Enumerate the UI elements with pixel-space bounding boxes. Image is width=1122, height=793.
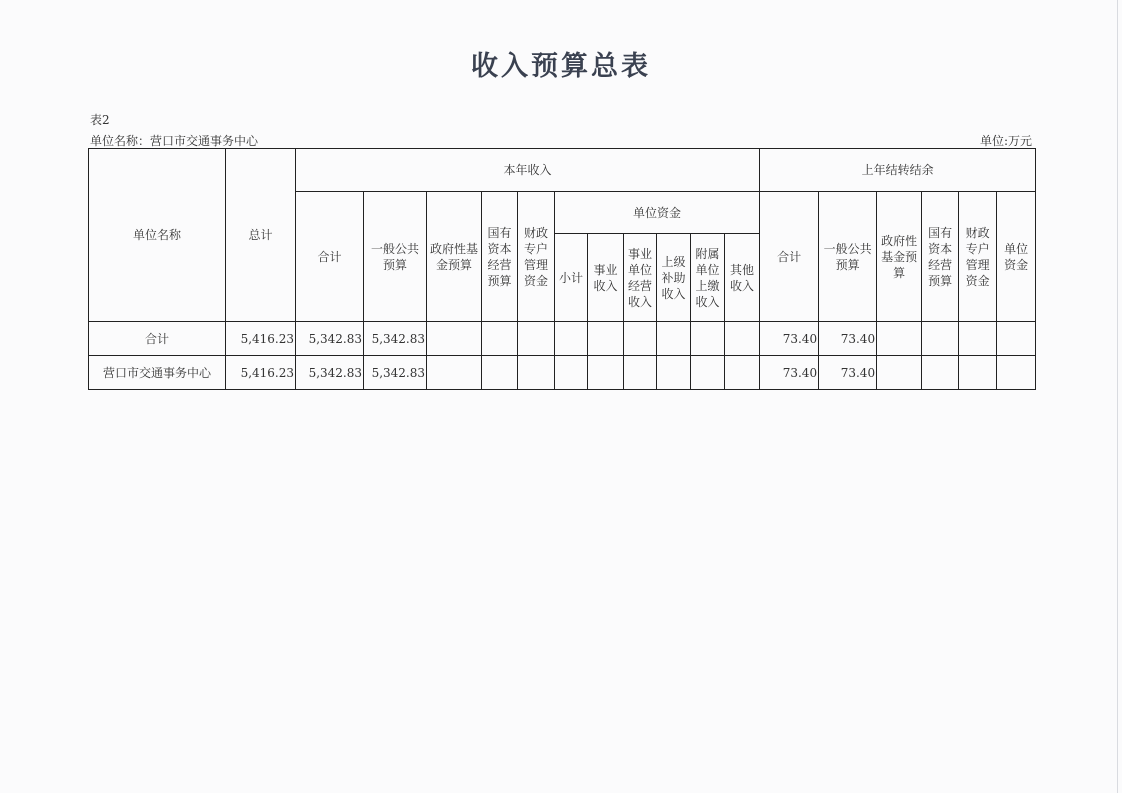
header-career-income: 事业收入 [588, 234, 624, 322]
row-cell-empty [997, 356, 1036, 390]
row-cell-empty [427, 356, 482, 390]
row-cell-empty [624, 322, 657, 356]
row-unit-name: 营口市交通事务中心 [89, 356, 226, 390]
page-title: 收入预算总表 [471, 51, 651, 82]
table-number: 表2 [90, 113, 110, 127]
header-c-fiscal-special: 财政专户管理资金 [959, 192, 997, 322]
header-affiliate-income: 附属单位上缴收入 [691, 234, 725, 322]
row-cy-general: 5,342.83 [364, 356, 427, 390]
row-cell-empty [657, 356, 691, 390]
income-budget-table [88, 148, 1036, 390]
row-c-total: 73.40 [760, 322, 819, 356]
row-cy-total: 5,342.83 [296, 356, 364, 390]
row-c-general: 73.40 [819, 356, 877, 390]
row-cell-empty [922, 322, 959, 356]
row-cy-general: 5,342.83 [364, 322, 427, 356]
header-c-state-capital: 国有资本经营预算 [922, 192, 959, 322]
row-cell-empty [725, 322, 760, 356]
row-cell-empty [518, 322, 555, 356]
row-cell-empty [555, 356, 588, 390]
row-cell-empty [691, 356, 725, 390]
row-cell-empty [922, 356, 959, 390]
header-cy-unit-funds: 单位资金 [555, 192, 760, 234]
header-cy-subtotal: 合计 [296, 192, 364, 322]
row-cell-empty [555, 322, 588, 356]
header-total: 总计 [226, 149, 296, 322]
header-carryover: 上年结转结余 [760, 149, 1036, 192]
row-cell-empty [725, 356, 760, 390]
header-superior-subsidy: 上级补助收入 [657, 234, 691, 322]
scan-edge-line [1117, 0, 1118, 793]
row-cell-empty [657, 322, 691, 356]
currency-unit-label: 单位:万元 [979, 134, 1032, 148]
header-c-unit-funds: 单位资金 [997, 192, 1036, 322]
row-cy-total: 5,342.83 [296, 322, 364, 356]
row-cell-empty [482, 356, 518, 390]
row-total: 5,416.23 [226, 356, 296, 390]
row-cell-empty [691, 322, 725, 356]
row-cell-empty [588, 322, 624, 356]
header-unit-name: 单位名称 [89, 149, 226, 322]
header-cy-state-capital: 国有资本经营预算 [482, 192, 518, 322]
header-cy-fiscal-special: 财政专户管理资金 [518, 192, 555, 322]
row-cell-empty [518, 356, 555, 390]
row-cell-empty [959, 356, 997, 390]
header-other-income: 其他收入 [725, 234, 760, 322]
header-c-general-budget: 一般公共预算 [819, 192, 877, 322]
table-row [89, 322, 1036, 356]
row-cell-empty [959, 322, 997, 356]
row-cell-empty [588, 356, 624, 390]
row-cell-empty [997, 322, 1036, 356]
row-cell-empty [482, 322, 518, 356]
header-cy-gov-fund: 政府性基金预算 [427, 192, 482, 322]
row-cell-empty [427, 322, 482, 356]
header-business-income: 事业单位经营收入 [624, 234, 657, 322]
unit-name-label: 单位名称：营口市交通事务中心 [90, 134, 259, 148]
header-c-gov-fund: 政府性基金预算 [877, 192, 922, 322]
header-c-subtotal: 合计 [760, 192, 819, 322]
row-c-total: 73.40 [760, 356, 819, 390]
header-unit-subtotal: 小计 [555, 234, 588, 322]
table-row [89, 356, 1036, 390]
row-unit-name: 合计 [89, 322, 226, 356]
header-cy-general-budget: 一般公共预算 [364, 192, 427, 322]
row-cell-empty [877, 356, 922, 390]
header-current-year: 本年收入 [296, 149, 760, 192]
row-c-general: 73.40 [819, 322, 877, 356]
row-total: 5,416.23 [226, 322, 296, 356]
row-cell-empty [877, 322, 922, 356]
row-cell-empty [624, 356, 657, 390]
